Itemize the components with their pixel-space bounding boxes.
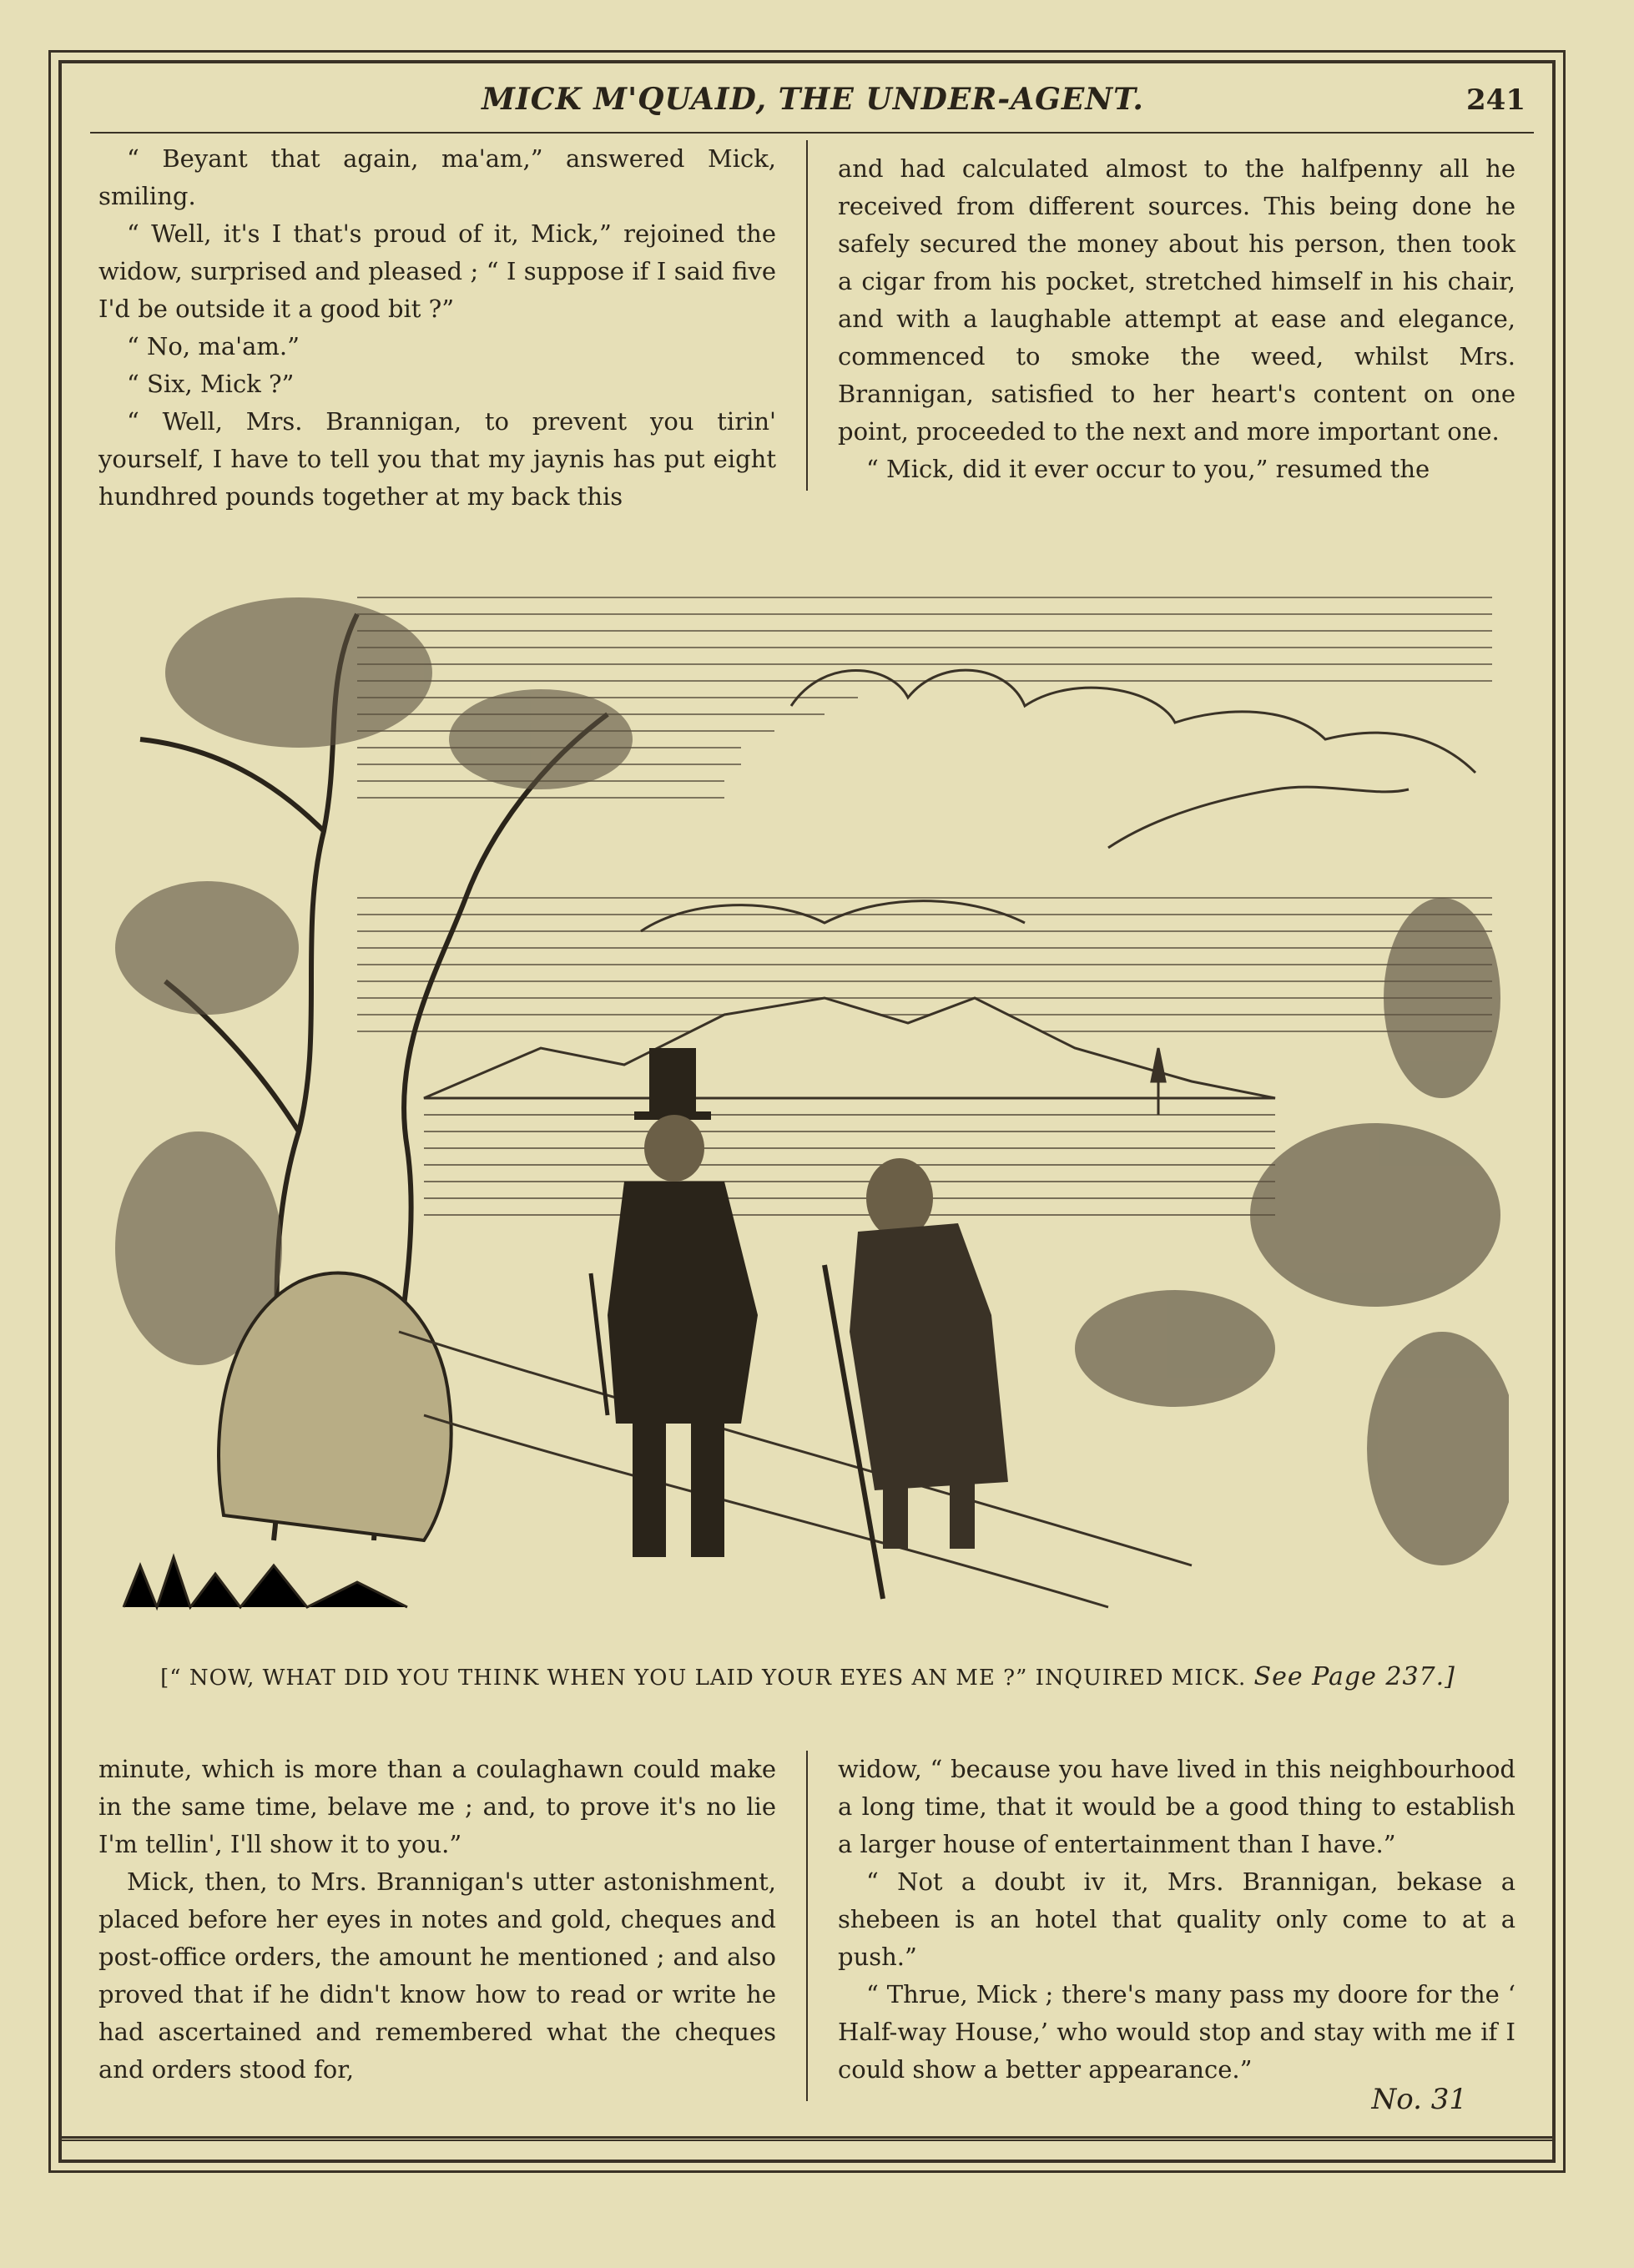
page-header [92, 73, 1534, 132]
top-left-column [98, 140, 776, 516]
footer-rule [58, 2136, 1556, 2141]
paragraph: widow, “ because you have lived in this neighbourhood a long time, that it would be a good thing to establish a larger house of entertainment than I have.” [838, 1755, 1515, 1858]
engraving-illustration [107, 581, 1509, 1622]
paragraph: “ Not a doubt iv it, Mrs. Brannigan, bekase a shebeen is an hotel that quality only come to at a push.” [838, 1867, 1515, 1971]
top-right-column [838, 150, 1515, 488]
caption-main: [“ NOW, WHAT DID YOU THINK WHEN YOU LAID YOUR EYES AN ME ?” INQUIRED MICK. [160, 1666, 1247, 1691]
paragraph: Mick, then, to Mrs. Brannigan's utter astonishment, placed before her eyes in notes and gold, cheques and post-office orders, the amount he mentioned ; and also proved that if he didn't know how to read or write he had ascertained and remembered what the cheques and orders stood for, [98, 1867, 776, 2084]
bottom-left-column [98, 1751, 776, 2089]
caption-page-reference: See Page 237.] [1253, 1662, 1455, 1691]
bottom-right-column [838, 1751, 1515, 2089]
paragraph: minute, which is more than a coulaghawn could make in the same time, belave me ; and, to prove it's no lie I'm tellin', I'll show it to you.” [98, 1755, 776, 1858]
page-number: 241 [1466, 83, 1526, 117]
column-rule-top [806, 140, 808, 491]
paragraph: and had calculated almost to the halfpenny all he received from different sources. This being done he safely secured the money about his person, then took a cigar from his pocket, stretched himself in his chair, and with a laughable attempt at ease and elegance, commenced to smoke the weed, whilst Mrs. Brannigan, satisfied to her heart's content on one point, proceeded to the next and more important one. [838, 154, 1515, 446]
paragraph: “ Well, it's I that's proud of it, Mick,” rejoined the widow, surprised and pleased ; “ I suppose if I said five I'd be outside it a good bit ?” [98, 219, 776, 323]
running-title: MICK M'QUAID, THE UNDER-AGENT. [482, 82, 1144, 117]
paragraph: “ Thrue, Mick ; there's many pass my doore for the ‘ Half-way House,’ who would stop and stay with me if I could show a better appearance.” [838, 1980, 1515, 2084]
paragraph: “ Mick, did it ever occur to you,” resumed the [866, 455, 1430, 483]
paragraph: “ Well, Mrs. Brannigan, to prevent you tirin' yourself, I have to tell you that my jaynis has put eight hundhred pounds together at my back this [98, 407, 776, 511]
paragraph: “ Beyant that again, ma'am,” answered Mick, smiling. [98, 144, 776, 210]
illustration-caption [98, 1662, 1517, 1691]
signature-mark: No. 31 [1371, 2083, 1467, 2116]
paragraph: “ Six, Mick ?” [127, 370, 295, 398]
paragraph: “ No, ma'am.” [127, 332, 300, 360]
column-rule-bottom [806, 1751, 808, 2101]
header-rule [90, 132, 1534, 134]
